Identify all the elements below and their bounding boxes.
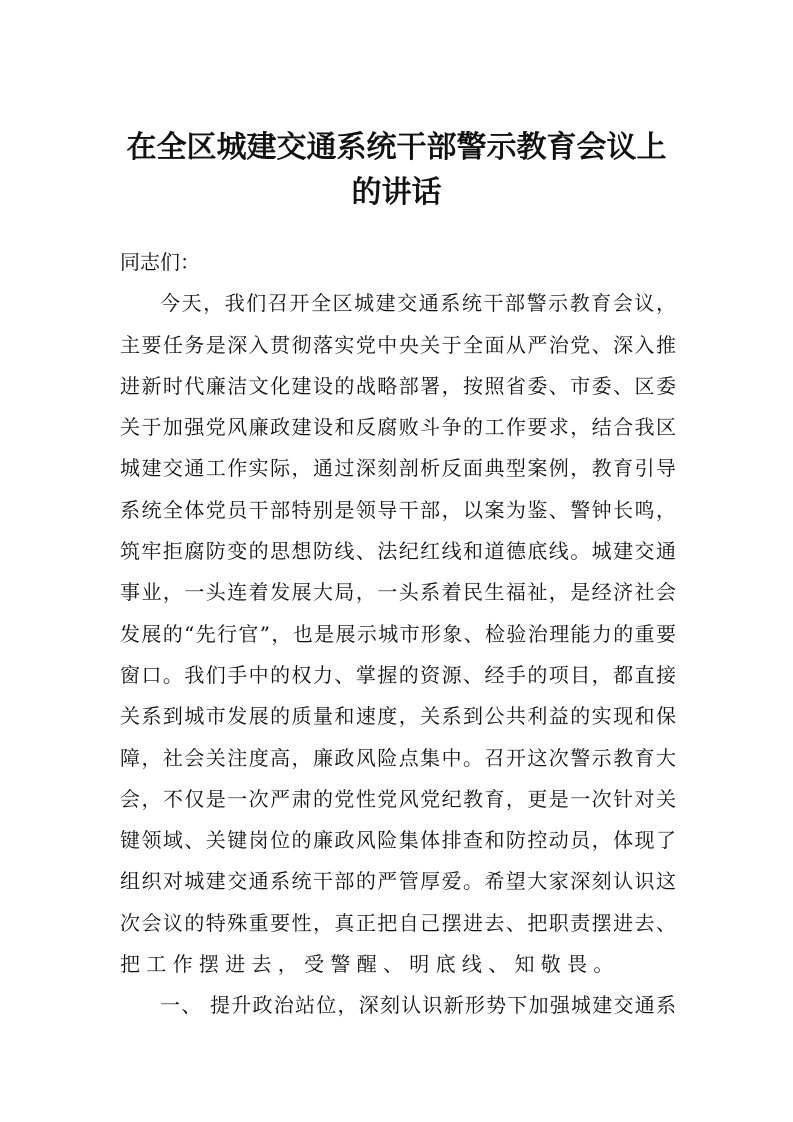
paragraph-line: 次会议的特殊重要性，真正把自己摆进去、把职责摆进去、 xyxy=(120,910,676,935)
paragraph-line: 会，不仅是一次严肃的党性党风党纪教育，更是一次针对关 xyxy=(120,786,676,811)
paragraph-line: 主要任务是深入贯彻落实党中央关于全面从严治党、深入推 xyxy=(120,332,676,357)
paragraph-line: 城建交通工作实际，通过深刻剖析反面典型案例，教育引导 xyxy=(120,456,676,481)
document-title-line-1: 在全区城建交通系统干部警示教育会议上 xyxy=(126,130,667,165)
paragraph-line: 关系到城市发展的质量和速度，关系到公共利益的实现和保 xyxy=(120,704,676,729)
paragraph-line: 事业，一头连着发展大局，一头系着民生福祉，是经济社会 xyxy=(120,580,676,605)
paragraph-line: 窗口。我们手中的权力、掌握的资源、经手的项目，都直接 xyxy=(120,662,676,687)
paragraph-line: 筑牢拒腐防变的思想防线、法纪红线和道德底线。城建交通 xyxy=(120,539,676,564)
paragraph-line: 障，社会关注度高，廉政风险点集中。召开这次警示教育大 xyxy=(120,745,676,770)
paragraph-line: 把工作摆进去，受警醒、明底线、知敬畏。 xyxy=(120,952,620,977)
paragraph-line: 发展的“先行官”，也是展示城市形象、检验治理能力的重要 xyxy=(120,621,676,646)
document-body xyxy=(120,242,676,1027)
paragraph-line: 键领域、关键岗位的廉政风险集体排查和防控动员，体现了 xyxy=(120,828,676,853)
paragraph-line: 今天，我们召开全区城建交通系统干部警示教育会议， xyxy=(160,291,676,316)
paragraph-line: 关于加强党风廉政建设和反腐败斗争的工作要求，结合我区 xyxy=(120,415,676,440)
paragraph-line: 进新时代廉洁文化建设的战略部署，按照省委、市委、区委 xyxy=(120,373,676,398)
salutation: 同志们： xyxy=(120,250,200,274)
document-title-line-2: 的讲话 xyxy=(351,175,442,210)
paragraph-line: 系统全体党员干部特别是领导干部，以案为鉴、警钟长鸣， xyxy=(120,497,676,522)
paragraph-line: 组织对城建交通系统干部的严管厚爱。希望大家深刻认识这 xyxy=(120,869,676,894)
section-heading: 一、 提升政治站位，深刻认识新形势下加强城建交通系 xyxy=(160,993,676,1018)
